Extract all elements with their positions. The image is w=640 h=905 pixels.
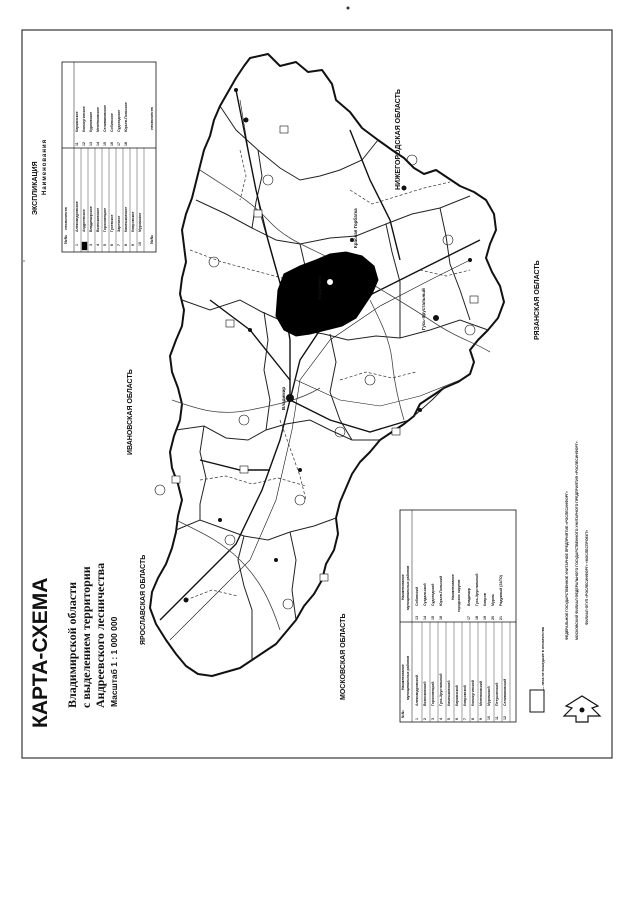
explication-name: Заречное xyxy=(117,215,121,232)
neighbor-yaroslavl: ЯРОСЛАВСКАЯ ОБЛАСТЬ xyxy=(140,554,147,645)
explication-num: 6 xyxy=(110,244,114,246)
district-num: 9 xyxy=(479,718,483,720)
explication-name: Собинское xyxy=(110,113,114,132)
explication-heading: ЭКСПЛИКАЦИЯ xyxy=(32,161,39,215)
explication-name: Камешковское xyxy=(124,206,128,232)
district-num: 1 xyxy=(415,718,419,720)
explication-num: 5 xyxy=(103,244,107,246)
footer-line-3: ФИЛИАЛ ФГУП «РОСЛЕСИНФОРГ» «МОСЛЕСПРОЕКТ» xyxy=(585,529,589,625)
explication-name: Андреевское xyxy=(82,209,86,232)
explication-num: 9 xyxy=(131,244,135,246)
urban-name: Ковров xyxy=(483,593,487,606)
label-vladimir: Владимир xyxy=(281,386,286,410)
urban-num: 20 xyxy=(491,616,495,620)
legend-note: — леса не вошедшие в лесничества xyxy=(541,627,545,690)
district-num: 10 xyxy=(487,716,491,720)
explication-num: 4 xyxy=(96,244,100,246)
explication-col-name: лесничеств xyxy=(63,207,68,230)
district-num: 11 xyxy=(495,716,499,720)
district-num: 13 xyxy=(415,616,419,620)
districts-col-name-b: муниципальных районов xyxy=(406,655,410,700)
urban-num: 21 xyxy=(499,616,503,620)
explication-name: Судогодское xyxy=(117,109,121,132)
districts-col-name: Наименование xyxy=(401,664,405,690)
andreevka-point xyxy=(327,279,333,285)
label-gus: Гусь-Хрустальный xyxy=(421,288,426,330)
explication-num: 2 xyxy=(82,244,86,246)
explication-col-name-2: лесничеств xyxy=(149,107,154,130)
explication-name: Ковровское xyxy=(131,211,135,232)
district-name: Петушинский xyxy=(495,682,499,706)
map-subtitle-1: Владимирской области xyxy=(65,581,79,708)
neighbor-moscow: МОСКОВСКАЯ ОБЛАСТЬ xyxy=(340,613,347,700)
explication-name: Владимирское xyxy=(89,206,93,232)
district-num: 7 xyxy=(463,718,467,720)
explication-num: 11 xyxy=(75,142,79,146)
explication-name: Мелёнковское xyxy=(96,107,100,132)
explication-name: Юрьев-Польское xyxy=(124,102,128,132)
label-krasnaya-gorbatka: Красная Горбатка xyxy=(353,208,358,248)
district-num: 5 xyxy=(447,718,451,720)
neighbor-ivanovo: ИВАНОВСКАЯ ОБЛАСТЬ xyxy=(127,369,134,455)
explication-subheading: Наименования xyxy=(42,138,48,195)
footer-line-1: ФЕДЕРАЛЬНОЕ ГОСУДАРСТВЕННОЕ УНИТАРНОЕ ПРЕДПРИЯТИЕ «РОСЛЕСИНФОРГ» xyxy=(565,491,569,640)
explication-name: Курловское xyxy=(89,111,93,132)
explication-name: Селивановское xyxy=(103,105,107,132)
explication-num: 8 xyxy=(124,244,128,246)
explication-name: Киржачское xyxy=(75,111,79,132)
urban-num: 19 xyxy=(483,616,487,620)
map-subtitle-3: Андреевского лесничества xyxy=(93,562,107,708)
district-num: 15 xyxy=(431,616,435,620)
urban-name: Гусь-Хрустальный xyxy=(475,573,479,606)
district-num: 3 xyxy=(431,718,435,720)
explication-num: 3 xyxy=(89,244,93,246)
urban-head: Наименование xyxy=(451,574,455,600)
neighbor-ryazan: РЯЗАНСКАЯ ОБЛАСТЬ xyxy=(534,260,541,340)
explication-num: 13 xyxy=(89,142,93,146)
explication-col-num-2: №№ xyxy=(149,235,154,244)
explication-num: 12 xyxy=(82,142,86,146)
urban-num: 17 xyxy=(467,616,471,620)
map-scale: Масштаб 1 : 1 000 000 xyxy=(109,616,119,707)
district-name: Гороховецкий xyxy=(431,681,435,706)
urban-name: Радужный (ЗАТО) xyxy=(499,575,503,606)
map-subtitle-2: с выделением территории xyxy=(79,566,93,708)
district-name: Муромский xyxy=(487,686,491,706)
district-num: 14 xyxy=(423,616,427,620)
district-name: Александровский xyxy=(415,675,419,706)
explication-col-num: №№ xyxy=(63,235,68,244)
district-name: Вязниковский xyxy=(423,681,427,706)
district-name: Ковровский xyxy=(463,685,467,706)
urban-num: 18 xyxy=(475,616,479,620)
urban-head-b: городских округов xyxy=(457,579,461,612)
explication-num: 7 xyxy=(117,244,121,246)
scan-dot xyxy=(347,7,350,10)
districts-col-name-2b: муниципальных районов xyxy=(406,565,410,610)
explication-name: Кольчугинское xyxy=(82,106,86,132)
urban-name: Муром xyxy=(491,594,495,606)
district-num: 16 xyxy=(439,616,443,620)
district-name: Судогодский xyxy=(431,583,435,606)
legend-swatch xyxy=(530,690,544,712)
explication-name: Вязниковское xyxy=(96,207,100,232)
explication-num: 1 xyxy=(75,244,79,246)
district-name: Камешковский xyxy=(447,680,451,706)
district-num: 2 xyxy=(423,718,427,720)
explication-num: 18 xyxy=(124,142,128,146)
explication-num: 15 xyxy=(103,142,107,146)
district-name: Меленковский xyxy=(479,680,483,706)
district-num: 4 xyxy=(439,718,443,720)
neighbor-nizhny: НИЖЕГОРОДСКАЯ ОБЛАСТЬ xyxy=(395,89,402,190)
andreevskoe-forestry-area xyxy=(276,252,378,336)
district-name: Суздальский xyxy=(423,583,427,606)
tree-emblem-icon xyxy=(564,696,600,722)
explication-num: 16 xyxy=(110,142,114,146)
explication-num: 17 xyxy=(117,142,121,146)
districts-col-num: №№ xyxy=(401,710,405,718)
district-num: 8 xyxy=(471,718,475,720)
footer-line-2: МОСКОВСКИЙ ФИЛИАЛ ФЕДЕРАЛЬНОГО ГОСУДАРСТВЕННОГО УНИТАРНОГО ПРЕДПРИЯТИЯ «РОСЛЕСИНФОРГ» xyxy=(575,441,579,640)
explication-name: Муромское xyxy=(138,212,142,232)
explication-name: Александровское xyxy=(75,201,79,232)
explication-num: 14 xyxy=(96,142,100,146)
explication-num: 10 xyxy=(138,242,142,246)
district-name: Киржачский xyxy=(455,685,459,706)
districts-col-name-2: Наименование xyxy=(401,574,405,600)
district-name: Кольчугинский xyxy=(471,680,475,706)
district-name: Гусь-Хрустальный xyxy=(439,673,443,706)
district-name: Селивановский xyxy=(503,678,507,706)
district-name: Собинский xyxy=(415,586,419,606)
district-num: 12 xyxy=(503,716,507,720)
explication-name: Гороховецкое xyxy=(103,207,107,232)
map-title: КАРТА-СХЕМА xyxy=(29,577,52,728)
district-name: Юрьев-Польский xyxy=(439,575,443,606)
urban-name: Владимир xyxy=(467,588,471,606)
district-num: 6 xyxy=(455,718,459,720)
label-andreevka: Андреевка xyxy=(317,275,322,300)
explication-name: Гусевское xyxy=(110,214,114,232)
